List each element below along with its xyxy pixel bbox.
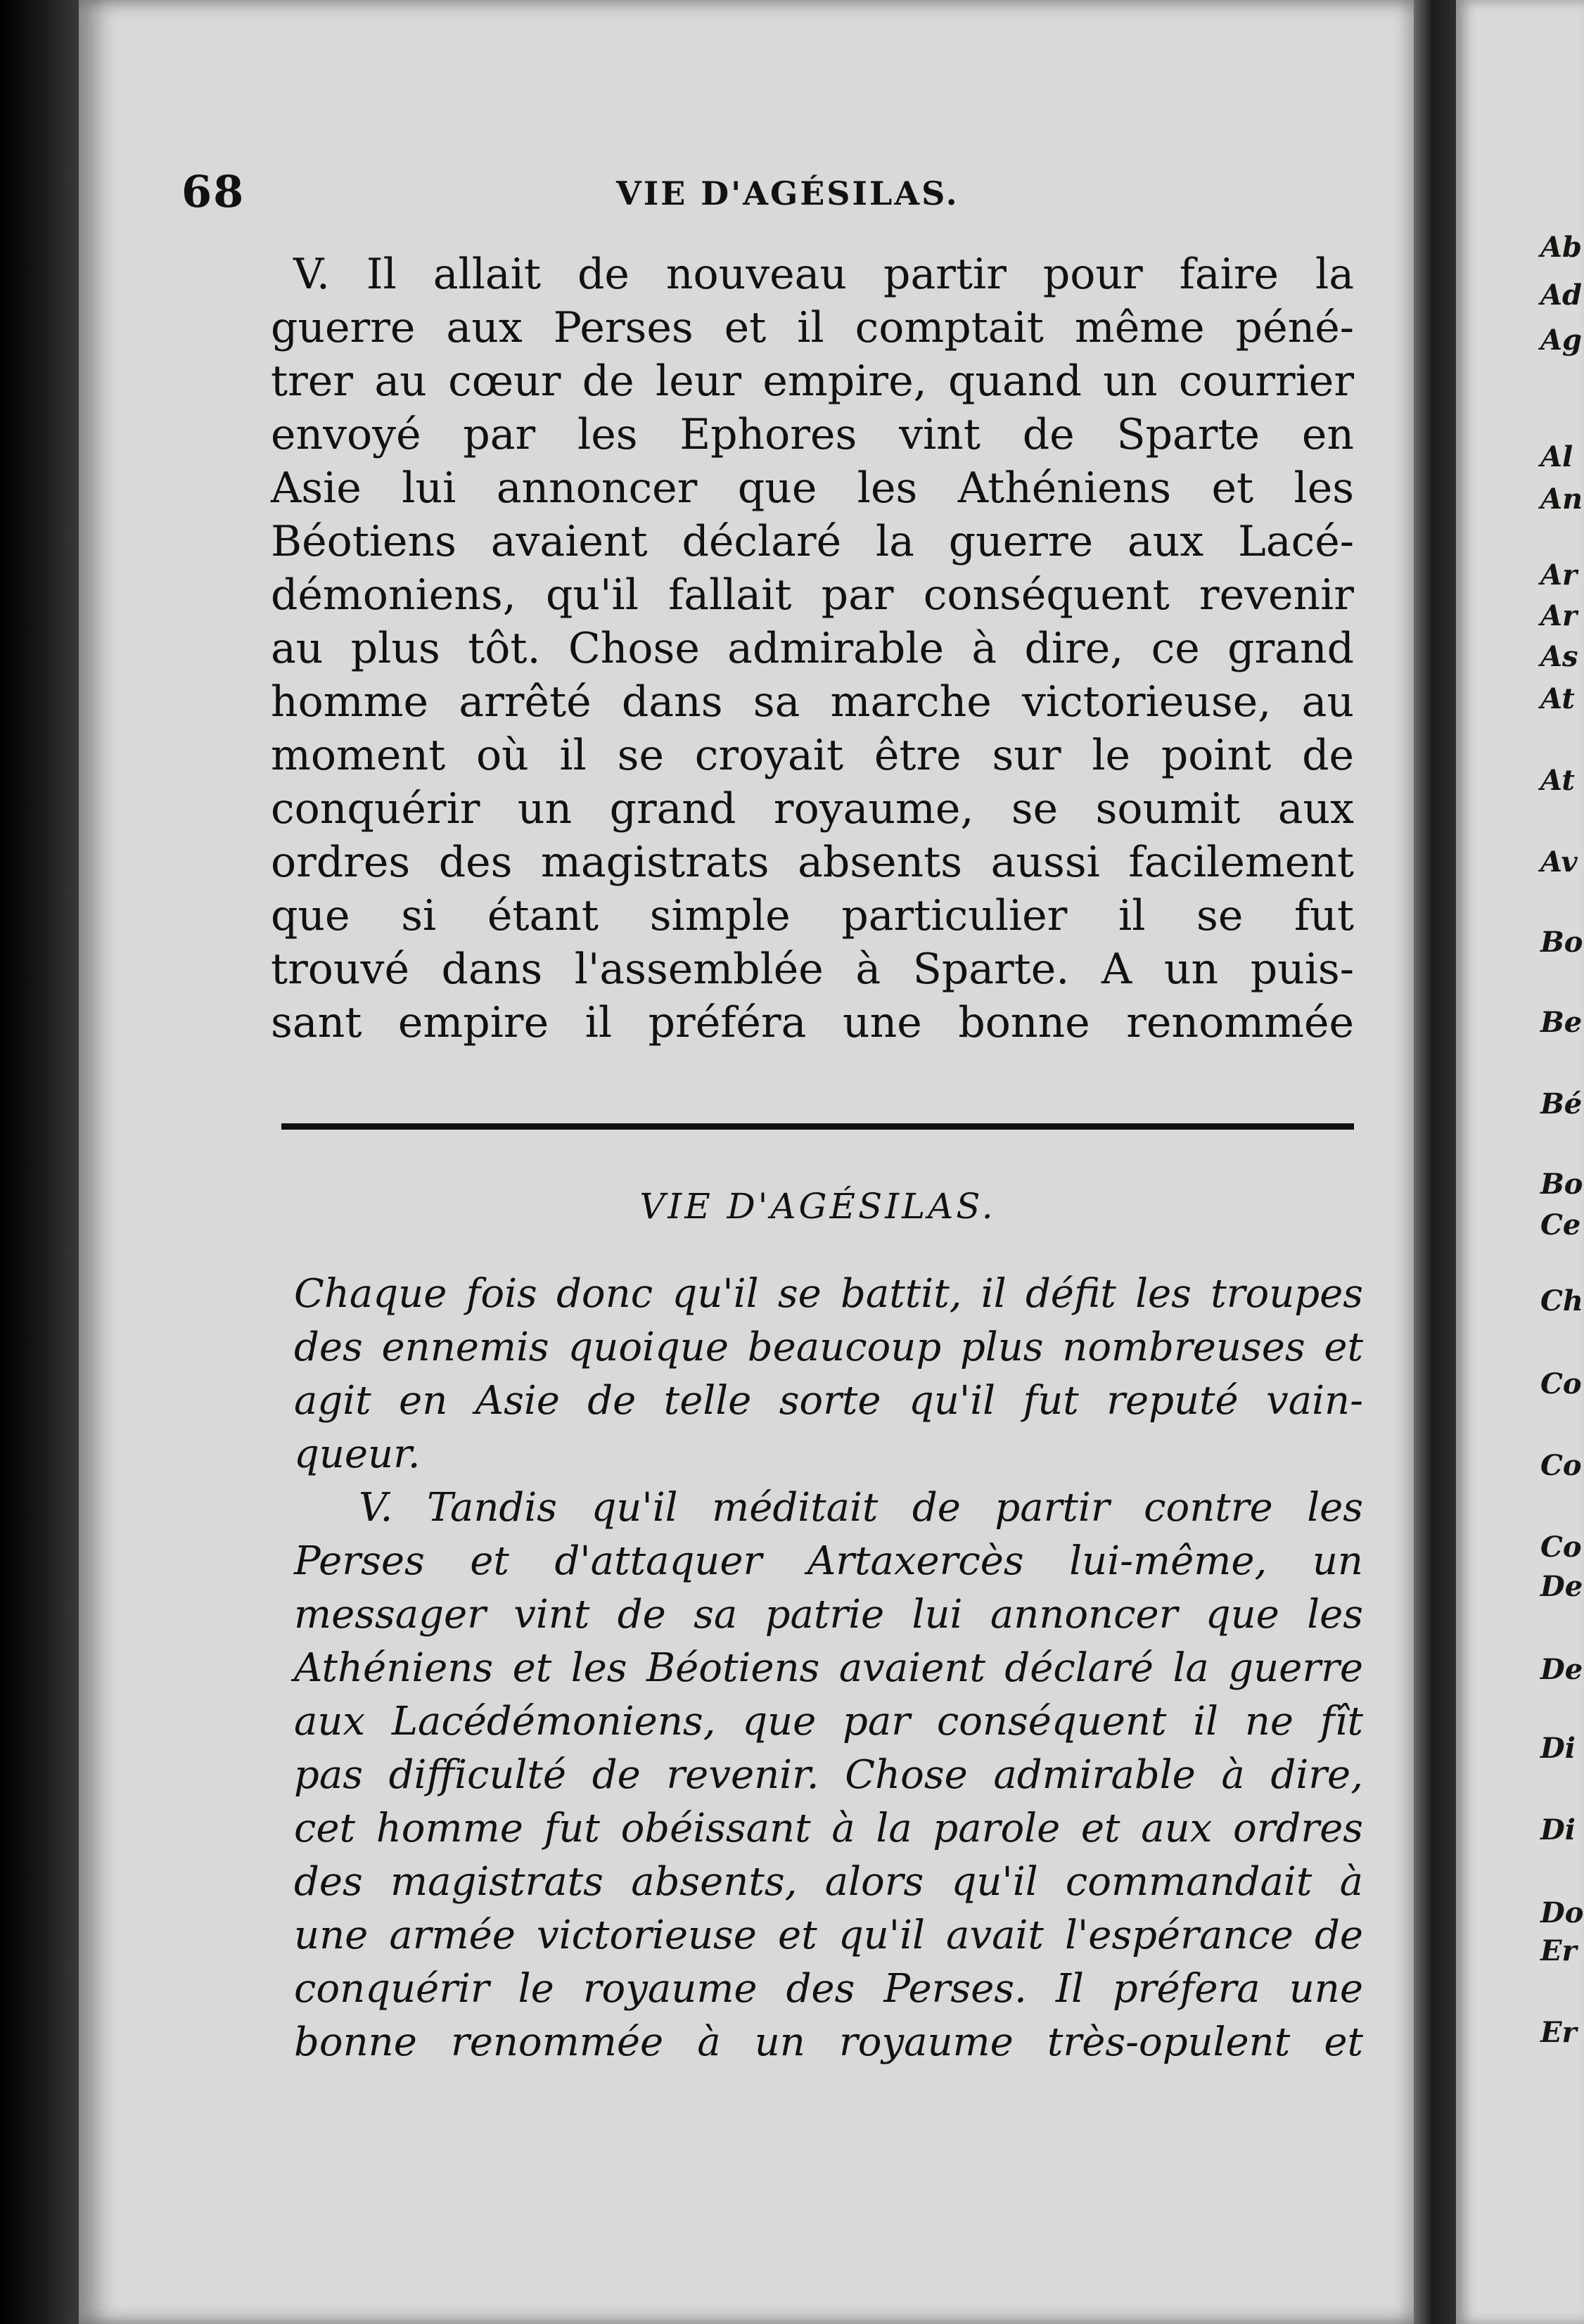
adjacent-page-word: Di <box>1540 1732 1576 1765</box>
translation-text-block <box>294 1268 1363 2069</box>
translation-line: agit en Asie de telle sorte qu'il fut reputé vain- <box>294 1378 1363 1424</box>
adjacent-page-word: Ch <box>1540 1284 1583 1317</box>
latin-line: sant empire il préféra une bonne renommée <box>271 998 1354 1047</box>
translation-line: des magistrats absents, alors qu'il commandait à <box>294 1859 1363 1905</box>
adjacent-page-word: Ad <box>1540 279 1583 312</box>
adjacent-page-word: Bé <box>1540 1087 1583 1120</box>
adjacent-page-word: Di <box>1540 1813 1576 1846</box>
running-head: VIE D'AGÉSILAS. <box>616 174 959 212</box>
latin-line: que si étant simple particulier il se fut <box>271 891 1354 940</box>
translation-line: V. Tandis qu'il méditait de partir contre les <box>359 1485 1363 1531</box>
translation-title: VIE D'AGÉSILAS. <box>639 1186 996 1227</box>
adjacent-page-word: Ag <box>1540 324 1583 357</box>
latin-line: au plus tôt. Chose admirable à dire, ce grand <box>271 624 1354 673</box>
latin-line: V. Il allait de nouveau partir pour faire la <box>293 250 1354 299</box>
latin-line: Béotiens avaient déclaré la guerre aux Lacé- <box>271 517 1354 566</box>
page-number: 68 <box>181 166 245 217</box>
translation-line: messager vint de sa patrie lui annoncer que les <box>294 1592 1363 1637</box>
adjacent-page-word: Be <box>1540 1006 1583 1039</box>
adjacent-page-word: Ce <box>1540 1208 1581 1241</box>
adjacent-page-word: Co <box>1540 1531 1582 1564</box>
translation-line: conquérir le royaume des Perses. Il préfera une <box>294 1966 1363 2012</box>
latin-line: ordres des magistrats absents aussi facilement <box>271 838 1354 887</box>
latin-line: guerre aux Perses et il comptait même péné- <box>271 303 1354 352</box>
latin-line: Asie lui annoncer que les Athéniens et les <box>271 464 1354 513</box>
adjacent-page-word: Bo <box>1540 1168 1583 1201</box>
adjacent-page-word: Ab <box>1540 231 1583 264</box>
page-header <box>181 166 1307 229</box>
adjacent-page-word: At <box>1540 764 1575 797</box>
book-gutter <box>1414 0 1456 2324</box>
adjacent-page-word: At <box>1540 682 1575 715</box>
latin-line: trouvé dans l'assemblée à Sparte. A un puis- <box>271 945 1354 994</box>
adjacent-page-word: Bo <box>1540 926 1583 959</box>
latin-line: démoniens, qu'il fallait par conséquent revenir <box>271 570 1354 620</box>
adjacent-page-word: Co <box>1540 1449 1582 1482</box>
adjacent-page-word: Er <box>1540 2016 1577 2049</box>
latin-line: moment où il se croyait être sur le point de <box>271 731 1354 780</box>
translation-line: Perses et d'attaquer Artaxercès lui-même, un <box>294 1538 1363 1584</box>
adjacent-page-word: De <box>1540 1570 1583 1603</box>
adjacent-page-word: Ar <box>1540 558 1578 592</box>
latin-line: trer au cœur de leur empire, quand un courrier <box>271 357 1354 406</box>
translation-line: queur. <box>294 1431 421 1477</box>
adjacent-page-word: Av <box>1540 845 1578 879</box>
latin-line: conquérir un grand royaume, se soumit aux <box>271 784 1354 834</box>
translation-line: pas difficulté de revenir. Chose admirable à dire, <box>294 1752 1363 1798</box>
adjacent-page-word: Er <box>1540 1934 1577 1967</box>
section-divider-rule <box>281 1123 1354 1130</box>
latin-line: homme arrêté dans sa marche victorieuse, au <box>271 677 1354 727</box>
adjacent-page-word: As <box>1540 640 1578 673</box>
adjacent-page-word: An <box>1540 483 1583 516</box>
adjacent-page-word: Al <box>1540 440 1573 473</box>
translation-line: Athéniens et les Béotiens avaient déclaré la guerre <box>294 1645 1363 1691</box>
scan-border-left <box>0 0 79 2324</box>
translation-line: bonne renommée à un royaume très-opulent et <box>294 2019 1363 2065</box>
translation-line: cet homme fut obéissant à la parole et aux ordres <box>294 1806 1363 1851</box>
adjacent-page-word: Co <box>1540 1367 1582 1400</box>
adjacent-page-word: De <box>1540 1653 1583 1686</box>
translation-line: des ennemis quoique beaucoup plus nombreuses et <box>294 1324 1363 1370</box>
translation-line: une armée victorieuse et qu'il avait l'espérance de <box>294 1913 1363 1958</box>
adjacent-page-word: Do <box>1540 1896 1584 1929</box>
latin-text-block <box>271 248 1354 1049</box>
latin-line: envoyé par les Ephores vint de Sparte en <box>271 410 1354 459</box>
adjacent-page-word: Ar <box>1540 599 1578 632</box>
translation-line: aux Lacédémoniens, que par conséquent il ne fît <box>294 1699 1363 1744</box>
translation-line: Chaque fois donc qu'il se battit, il défit les troupes <box>294 1271 1363 1317</box>
